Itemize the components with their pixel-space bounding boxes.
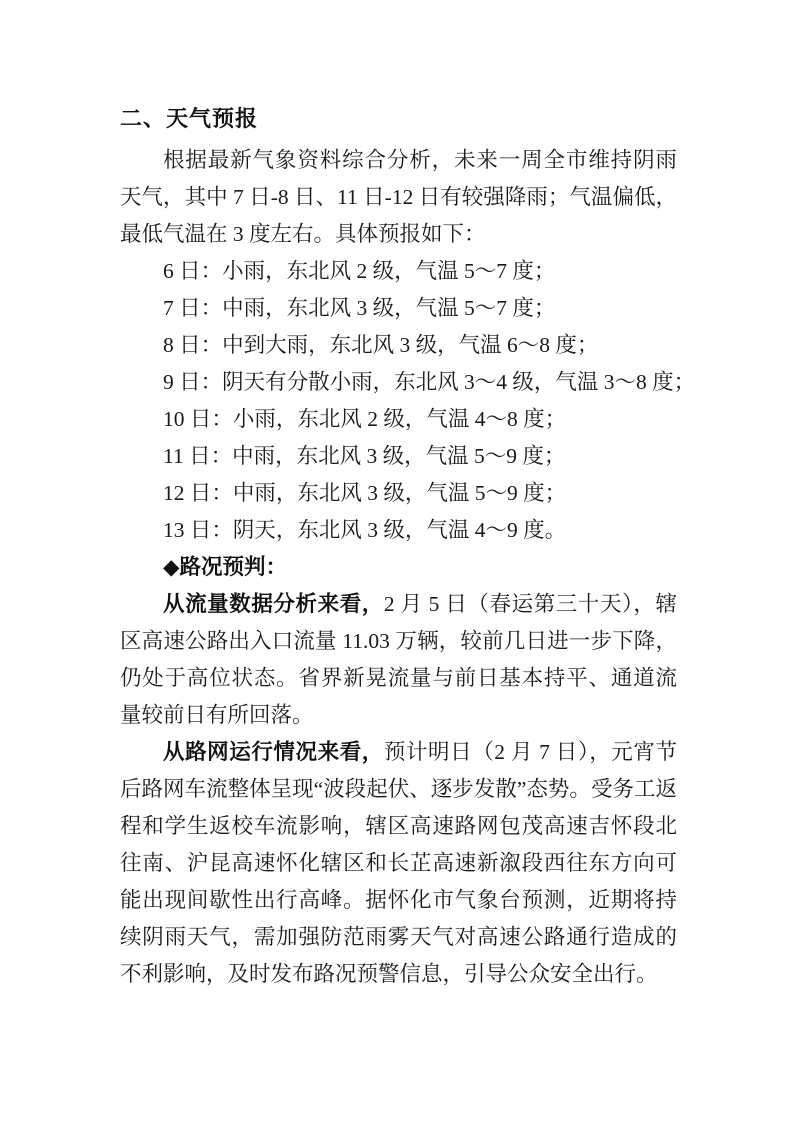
forecast-line-day10: 10 日：小雨，东北风 2 级，气温 4～8 度； (163, 407, 567, 431)
forecast-line-day6: 6 日：小雨，东北风 2 级，气温 5～7 度； (163, 259, 556, 283)
forecast-line-day11: 11 日：中雨，东北风 3 级，气温 5～9 度； (163, 444, 566, 468)
traffic-volume-body: 2 月 5 日（春运第三十天），辖区高速公路出入口流量 11.03 万辆，较前几日进一步下降，仍处于高位状态。省界新晃流量与前日基本持平、通道流量较前日有所回落。 (120, 592, 677, 727)
network-operation-lead: 从路网运行情况来看， (163, 740, 384, 764)
document-content (120, 104, 696, 993)
road-condition-heading: ◆路况预判： (163, 555, 288, 579)
forecast-line-day9: 9 日：阴天有分散小雨，东北风 3～4 级，气温 3～8 度； (163, 370, 696, 394)
intro-paragraph: 根据最新气象资料综合分析，未来一周全市维持阴雨天气，其中 7 日-8 日、11 日-12 日有较强降雨；气温偏低，最低气温在 3 度左右。具体预报如下： (120, 148, 677, 246)
network-operation-body: 预计明日（2 月 7 日），元宵节后路网车流整体呈现“波段起伏、逐步发散”态势。受务工返程和学生返校车流影响，辖区高速路网包茂高速吉怀段北往南、沪昆高速怀化辖区和长芷高速新溆段西往东方向可能出现间歇性出行高峰。据怀化市气象台预测，近期将持续阴雨天气，需加强防范雨雾天气对高速公路通行造成的不利影响，及时发布路况预警信息，引导公众安全出行。 (120, 740, 677, 986)
forecast-line-day12: 12 日：中雨，东北风 3 级，气温 5～9 度； (163, 481, 567, 505)
road-condition-paragraph-traffic-volume (120, 586, 677, 734)
forecast-line-day13: 13 日：阴天，东北风 3 级，气温 4～9 度。 (163, 518, 567, 542)
road-condition-paragraph-network-operation (120, 734, 677, 993)
section-title: 二、天气预报 (120, 106, 259, 131)
traffic-volume-lead: 从流量数据分析来看， (163, 592, 384, 616)
forecast-line-day7: 7 日：中雨，东北风 3 级，气温 5～7 度； (163, 296, 556, 320)
forecast-line-day8: 8 日：中到大雨，东北风 3 级，气温 6～8 度； (163, 333, 599, 357)
